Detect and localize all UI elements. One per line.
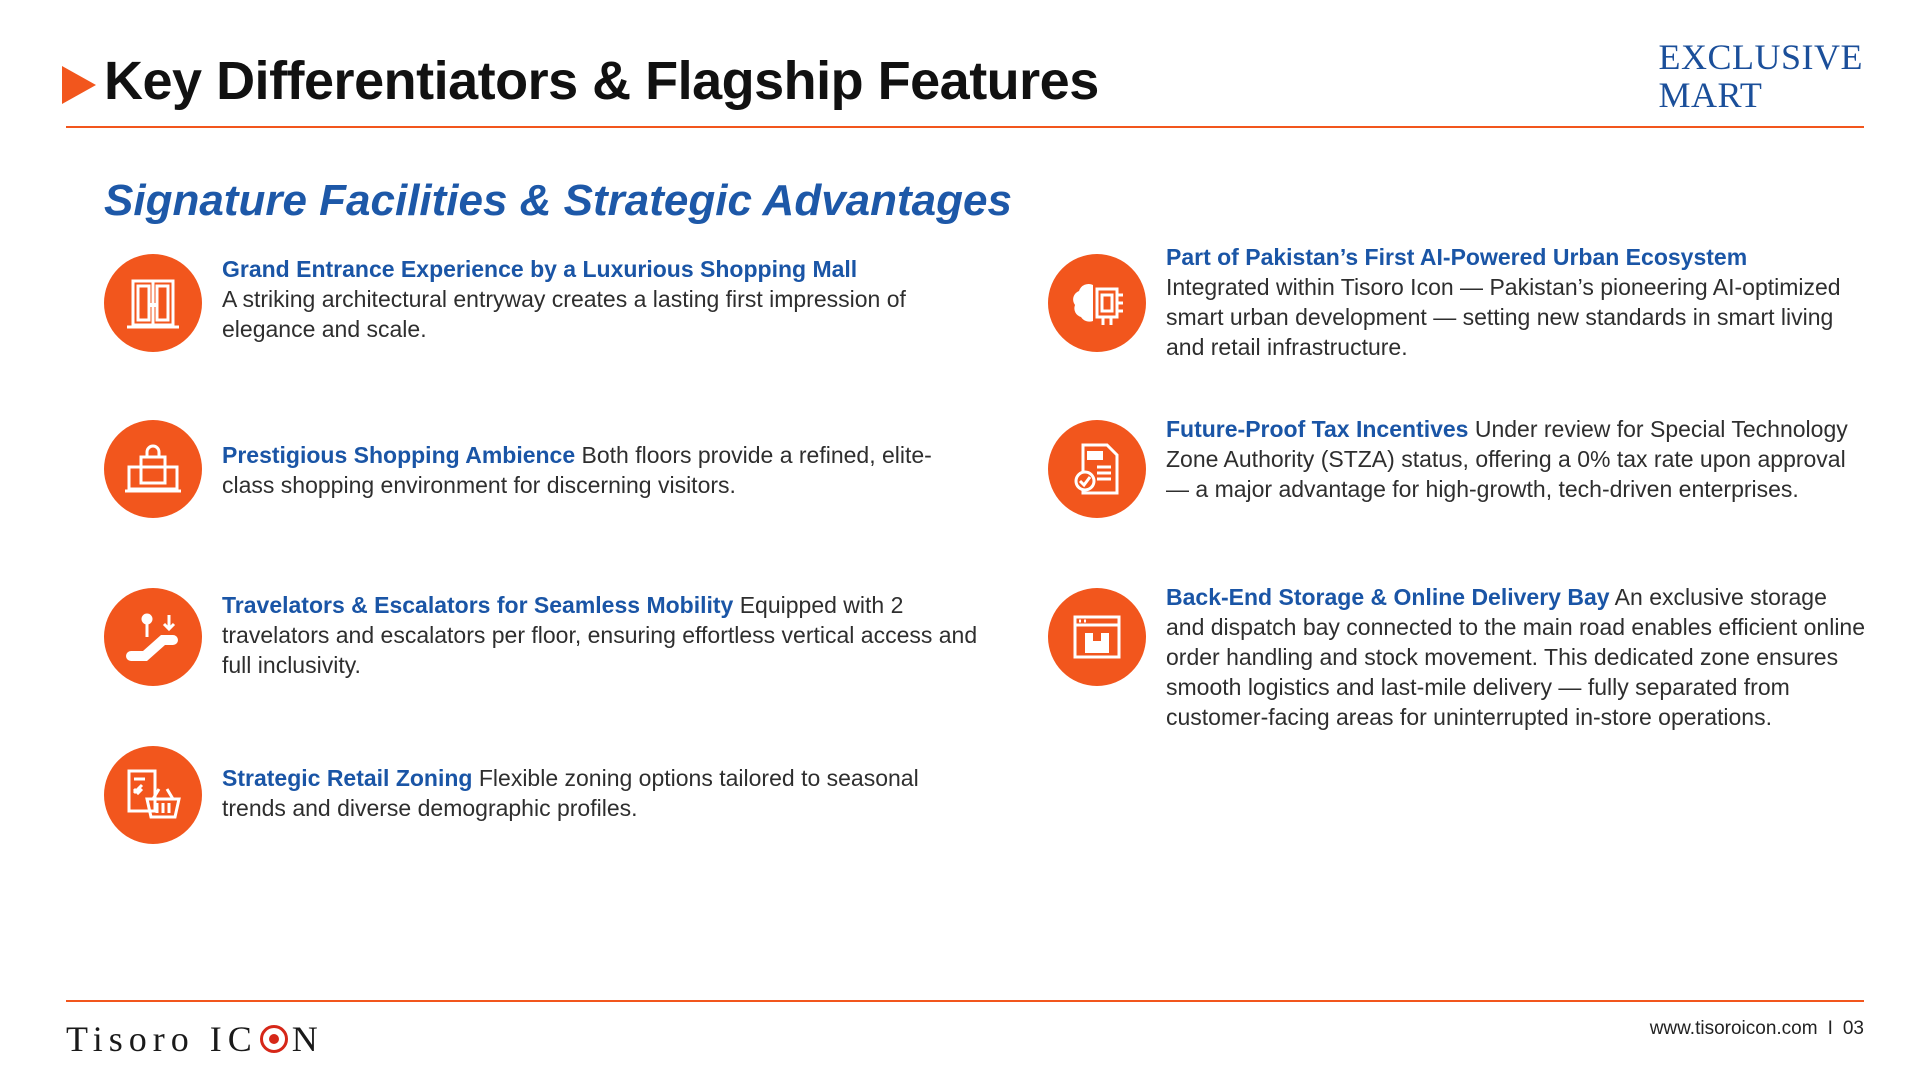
brand-logo xyxy=(1659,38,1864,114)
feature-body: Equipped with 2 travelators and escalators per floor, ensuring effortless vertical access and full inclusivity. xyxy=(222,592,978,678)
feature-item-tax-incentives xyxy=(1048,416,1868,518)
feature-text xyxy=(222,254,984,344)
page-number: 03 xyxy=(1842,1018,1864,1039)
footer-website[interactable]: www.tisoroicon.com xyxy=(1649,1018,1818,1039)
feature-heading: Back-End Storage & Online Delivery Bay xyxy=(1166,584,1610,610)
feature-body: Integrated within Tisoro Icon — Pakistan’s pioneering AI-optimized smart urban development — setting new standards in smart living and retail infrastructure. xyxy=(1166,274,1841,360)
feature-body: An exclusive storage and dispatch bay connected to the main road enables efficient online order handling and stock movement. This dedicated zone ensures smooth logistics and last-mile delivery — fully separated from customer-facing areas for uninterrupted in-store operations. xyxy=(1166,584,1866,730)
feature-heading: Prestigious Shopping Ambience xyxy=(222,442,576,468)
feature-item-shopping-ambience xyxy=(104,420,984,518)
logo-o-mark-icon xyxy=(260,1025,288,1053)
feature-body: Flexible zoning options tailored to seasonal trends and diverse demographic profiles. xyxy=(222,765,919,821)
page-title: Key Differentiators & Flagship Features xyxy=(104,51,1099,111)
feature-heading: Grand Entrance Experience by a Luxurious Shopping Mall xyxy=(222,256,858,282)
feature-item-ai-ecosystem xyxy=(1048,244,1868,362)
feature-heading: Future-Proof Tax Incentives xyxy=(1166,416,1469,442)
feature-item-travelators xyxy=(104,588,984,686)
brand-line-2: MART xyxy=(1658,75,1763,115)
escalator-icon xyxy=(104,588,202,686)
feature-body: Both floors provide a refined, elite-class shopping environment for discerning visitors. xyxy=(222,442,932,498)
footer-logo xyxy=(66,1018,324,1060)
feature-item-grand-entrance xyxy=(104,254,984,352)
footer-meta xyxy=(1650,1018,1864,1040)
header-divider xyxy=(66,126,1864,128)
footer-divider xyxy=(66,1000,1864,1002)
feature-body: A striking architectural entryway creates a lasting first impression of elegance and scale. xyxy=(222,286,906,342)
storage-box-icon xyxy=(1048,588,1146,686)
ai-chip-icon xyxy=(1048,254,1146,352)
footer-logo-text-2: N xyxy=(291,1019,324,1059)
feature-text xyxy=(1166,582,1868,732)
feature-item-retail-zoning xyxy=(104,746,984,844)
feature-heading: Strategic Retail Zoning xyxy=(222,765,473,791)
footer-logo-text-1: Tisoro IC xyxy=(66,1019,258,1059)
tax-document-icon xyxy=(1048,420,1146,518)
door-icon xyxy=(104,254,202,352)
feature-text xyxy=(222,440,984,500)
section-title: Signature Facilities & Strategic Advantages xyxy=(104,176,1012,225)
retail-basket-icon xyxy=(104,746,202,844)
feature-text xyxy=(1166,242,1868,362)
feature-body: Under review for Special Technology Zone Authority (STZA) status, offering a 0% tax rate upon approval — a major advantage for high-growth, tech-driven enterprises. xyxy=(1166,416,1848,502)
feature-text xyxy=(222,763,984,823)
brand-line-1: EXCLUSIVE xyxy=(1658,37,1863,77)
feature-text xyxy=(1166,414,1868,504)
feature-heading: Part of Pakistan’s First AI-Powered Urban Ecosystem xyxy=(1166,244,1748,270)
title-arrow-icon xyxy=(62,66,96,104)
feature-heading: Travelators & Escalators for Seamless Mobility xyxy=(222,592,734,618)
footer-separator: I xyxy=(1827,1018,1833,1039)
shopping-bag-icon xyxy=(104,420,202,518)
feature-item-storage-delivery xyxy=(1048,584,1868,732)
feature-text xyxy=(222,590,984,680)
